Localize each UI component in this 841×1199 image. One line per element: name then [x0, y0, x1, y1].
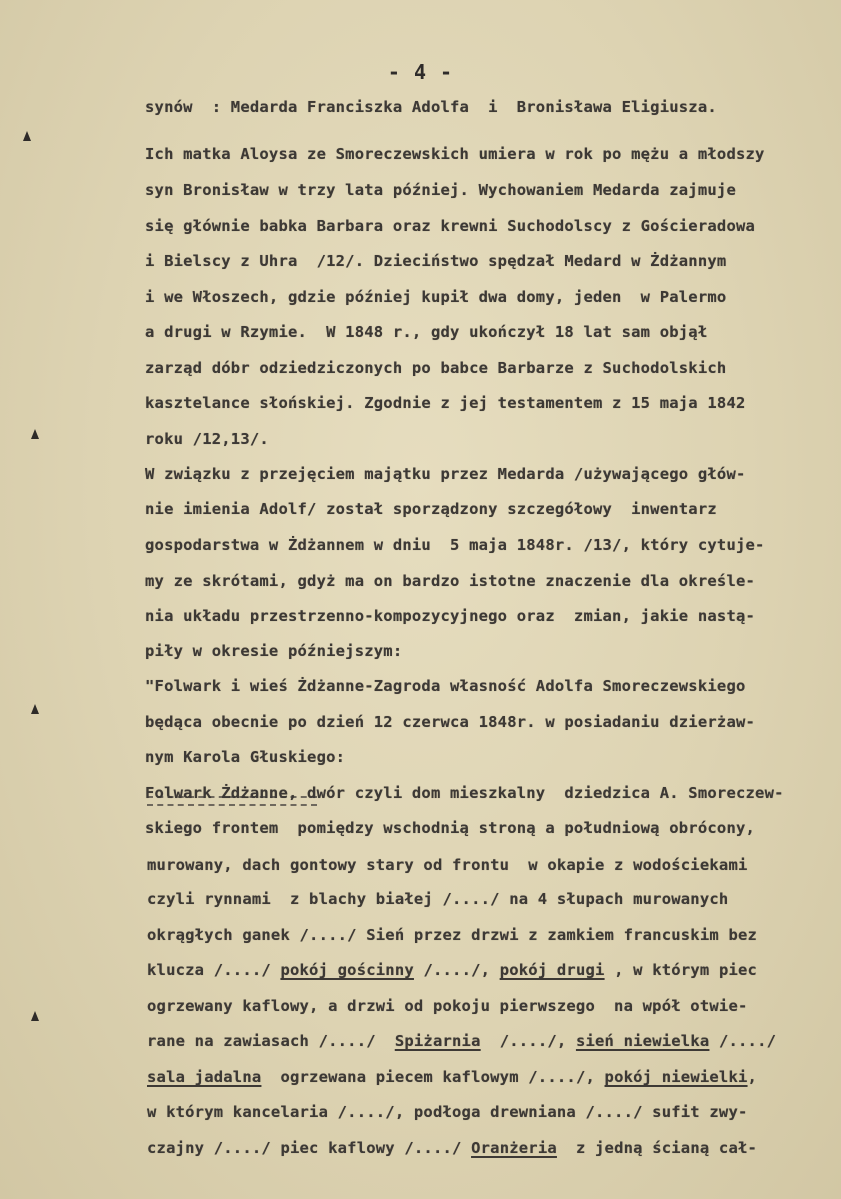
text-line: [145, 252, 726, 270]
text-line: [145, 430, 269, 448]
text-segment: ,: [747, 1068, 758, 1086]
underlined-room-name: Spiżarnia: [394, 1032, 481, 1050]
text-segment: czyli rynnami z blachy białej /..../ na 4 słupach murowanych: [147, 890, 729, 908]
text-segment: W związku z przejęciem majątku przez Medarda /używającego głów-: [145, 465, 746, 483]
text-segment: ogrzewany kaflowy, a drzwi od pokoju pierwszego na wpół otwie-: [147, 997, 748, 1015]
text-segment: okrągłych ganek /..../ Sień przez drzwi z zamkiem francuskim bez: [147, 926, 758, 944]
text-segment: klucza /..../: [147, 961, 281, 979]
text-line: [145, 288, 726, 306]
text-segment: ogrzewana piecem kaflowym /..../,: [261, 1068, 605, 1086]
text-segment: będąca obecnie po dzień 12 czerwca 1848r. w posiadaniu dzierżaw-: [145, 713, 756, 731]
text-segment: i we Włoszech, gdzie później kupił dwa domy, jeden w Palermo: [145, 288, 727, 306]
text-line: [147, 997, 748, 1015]
text-line: [145, 819, 755, 837]
text-line: [145, 217, 755, 235]
text-segment: się głównie babka Barbara oraz krewni Suchodolscy z Gościeradowa: [145, 217, 756, 235]
text-segment: , w którym piec: [604, 961, 758, 979]
underlined-room-name: pokój gościnny: [280, 961, 414, 979]
punch-hole-mark: [30, 428, 40, 440]
page-number: - 4 -: [387, 60, 454, 84]
text-segment: rane na zawiasach /..../: [147, 1032, 395, 1050]
punch-hole-mark: [22, 130, 32, 142]
text-line: [147, 1068, 757, 1086]
text-line: [147, 1032, 776, 1050]
text-segment: skiego frontem pomiędzy wschodnią stroną a południową obrócony,: [145, 819, 756, 837]
text-segment: /..../: [709, 1032, 777, 1050]
text-segment: w którym kancelaria /..../, podłoga drewniana /..../ sufit zwy-: [147, 1103, 748, 1121]
text-line: [145, 323, 707, 341]
text-line: [145, 642, 402, 660]
text-segment: z jedną ścianą cał-: [556, 1139, 758, 1157]
text-segment: a drugi w Rzymie. W 1848 r., gdy ukończył 18 lat sam objął: [145, 323, 708, 341]
text-segment: my ze skrótami, gdyż ma on bardzo istotne znaczenie dla określe-: [145, 572, 756, 590]
text-segment: kasztelance słońskiej. Zgodnie z jej testamentem z 15 maja 1842: [145, 394, 746, 412]
text-line: [145, 98, 717, 116]
text-segment: nia układu przestrzenno-kompozycyjnego oraz zmian, jakie nastą-: [145, 607, 756, 625]
text-line: [145, 145, 765, 163]
text-segment: i Bielscy z Uhra /12/. Dzieciństwo spędzał Medard w Żdżannym: [145, 252, 727, 270]
text-line: [147, 856, 748, 874]
text-line: [147, 926, 757, 944]
text-line: [147, 1103, 748, 1121]
text-segment: piły w okresie późniejszym:: [145, 642, 403, 660]
underlined-room-name: sala jadalna: [147, 1068, 262, 1086]
text-segment: "Folwark i wieś Żdżanne-Zagroda własność Adolfa Smoreczewskiego: [145, 677, 746, 695]
text-segment: synów : Medarda Franciszka Adolfa i Bronisława Eligiusza.: [145, 98, 717, 116]
underlined-room-name: pokój drugi: [499, 961, 605, 979]
text-line: [145, 465, 746, 483]
text-line: [147, 1139, 757, 1157]
text-line: [145, 500, 717, 518]
text-segment: Folwark Żdżanne, dwór czyli dom mieszkalny dziedzica A. Smoreczew-: [145, 784, 784, 802]
punch-hole-mark: [30, 1010, 40, 1022]
text-segment: zarząd dóbr odziedziczonych po babce Barbarze z Suchodolskich: [145, 359, 727, 377]
text-segment: syn Bronisław w trzy lata później. Wychowaniem Medarda zajmuje: [145, 181, 736, 199]
underlined-room-name: pokój niewielki: [604, 1068, 748, 1086]
text-line: [147, 961, 757, 979]
underlined-room-name: sień niewielka: [575, 1032, 710, 1050]
text-line: [145, 677, 746, 695]
text-segment: nym Karola Głuskiego:: [145, 748, 346, 766]
underlined-room-name: Oranżeria: [471, 1139, 557, 1157]
text-line: [145, 181, 736, 199]
text-line: [145, 784, 784, 802]
text-line: [147, 890, 728, 908]
text-line: [145, 607, 755, 625]
text-segment: czajny /..../ piec kaflowy /..../: [147, 1139, 472, 1157]
text-line: [145, 394, 746, 412]
text-line: [145, 536, 765, 554]
text-line: [145, 359, 726, 377]
text-line: [145, 572, 755, 590]
text-segment: murowany, dach gontowy stary od frontu w okapie z wodościekami: [147, 856, 748, 874]
text-segment: gospodarstwa w Żdżannem w dniu 5 maja 1848r. /13/, który cytuje-: [145, 536, 765, 554]
text-line: [145, 748, 345, 766]
text-segment: /..../,: [480, 1032, 576, 1050]
text-segment: roku /12,13/.: [145, 430, 269, 448]
text-segment: nie imienia Adolf/ został sporządzony szczegółowy inwentarz: [145, 500, 717, 518]
punch-hole-mark: [30, 703, 40, 715]
text-line: [145, 713, 755, 731]
text-segment: Ich matka Aloysa ze Smoreczewskich umiera w rok po mężu a młodszy: [145, 145, 765, 163]
text-segment: /..../,: [413, 961, 500, 979]
